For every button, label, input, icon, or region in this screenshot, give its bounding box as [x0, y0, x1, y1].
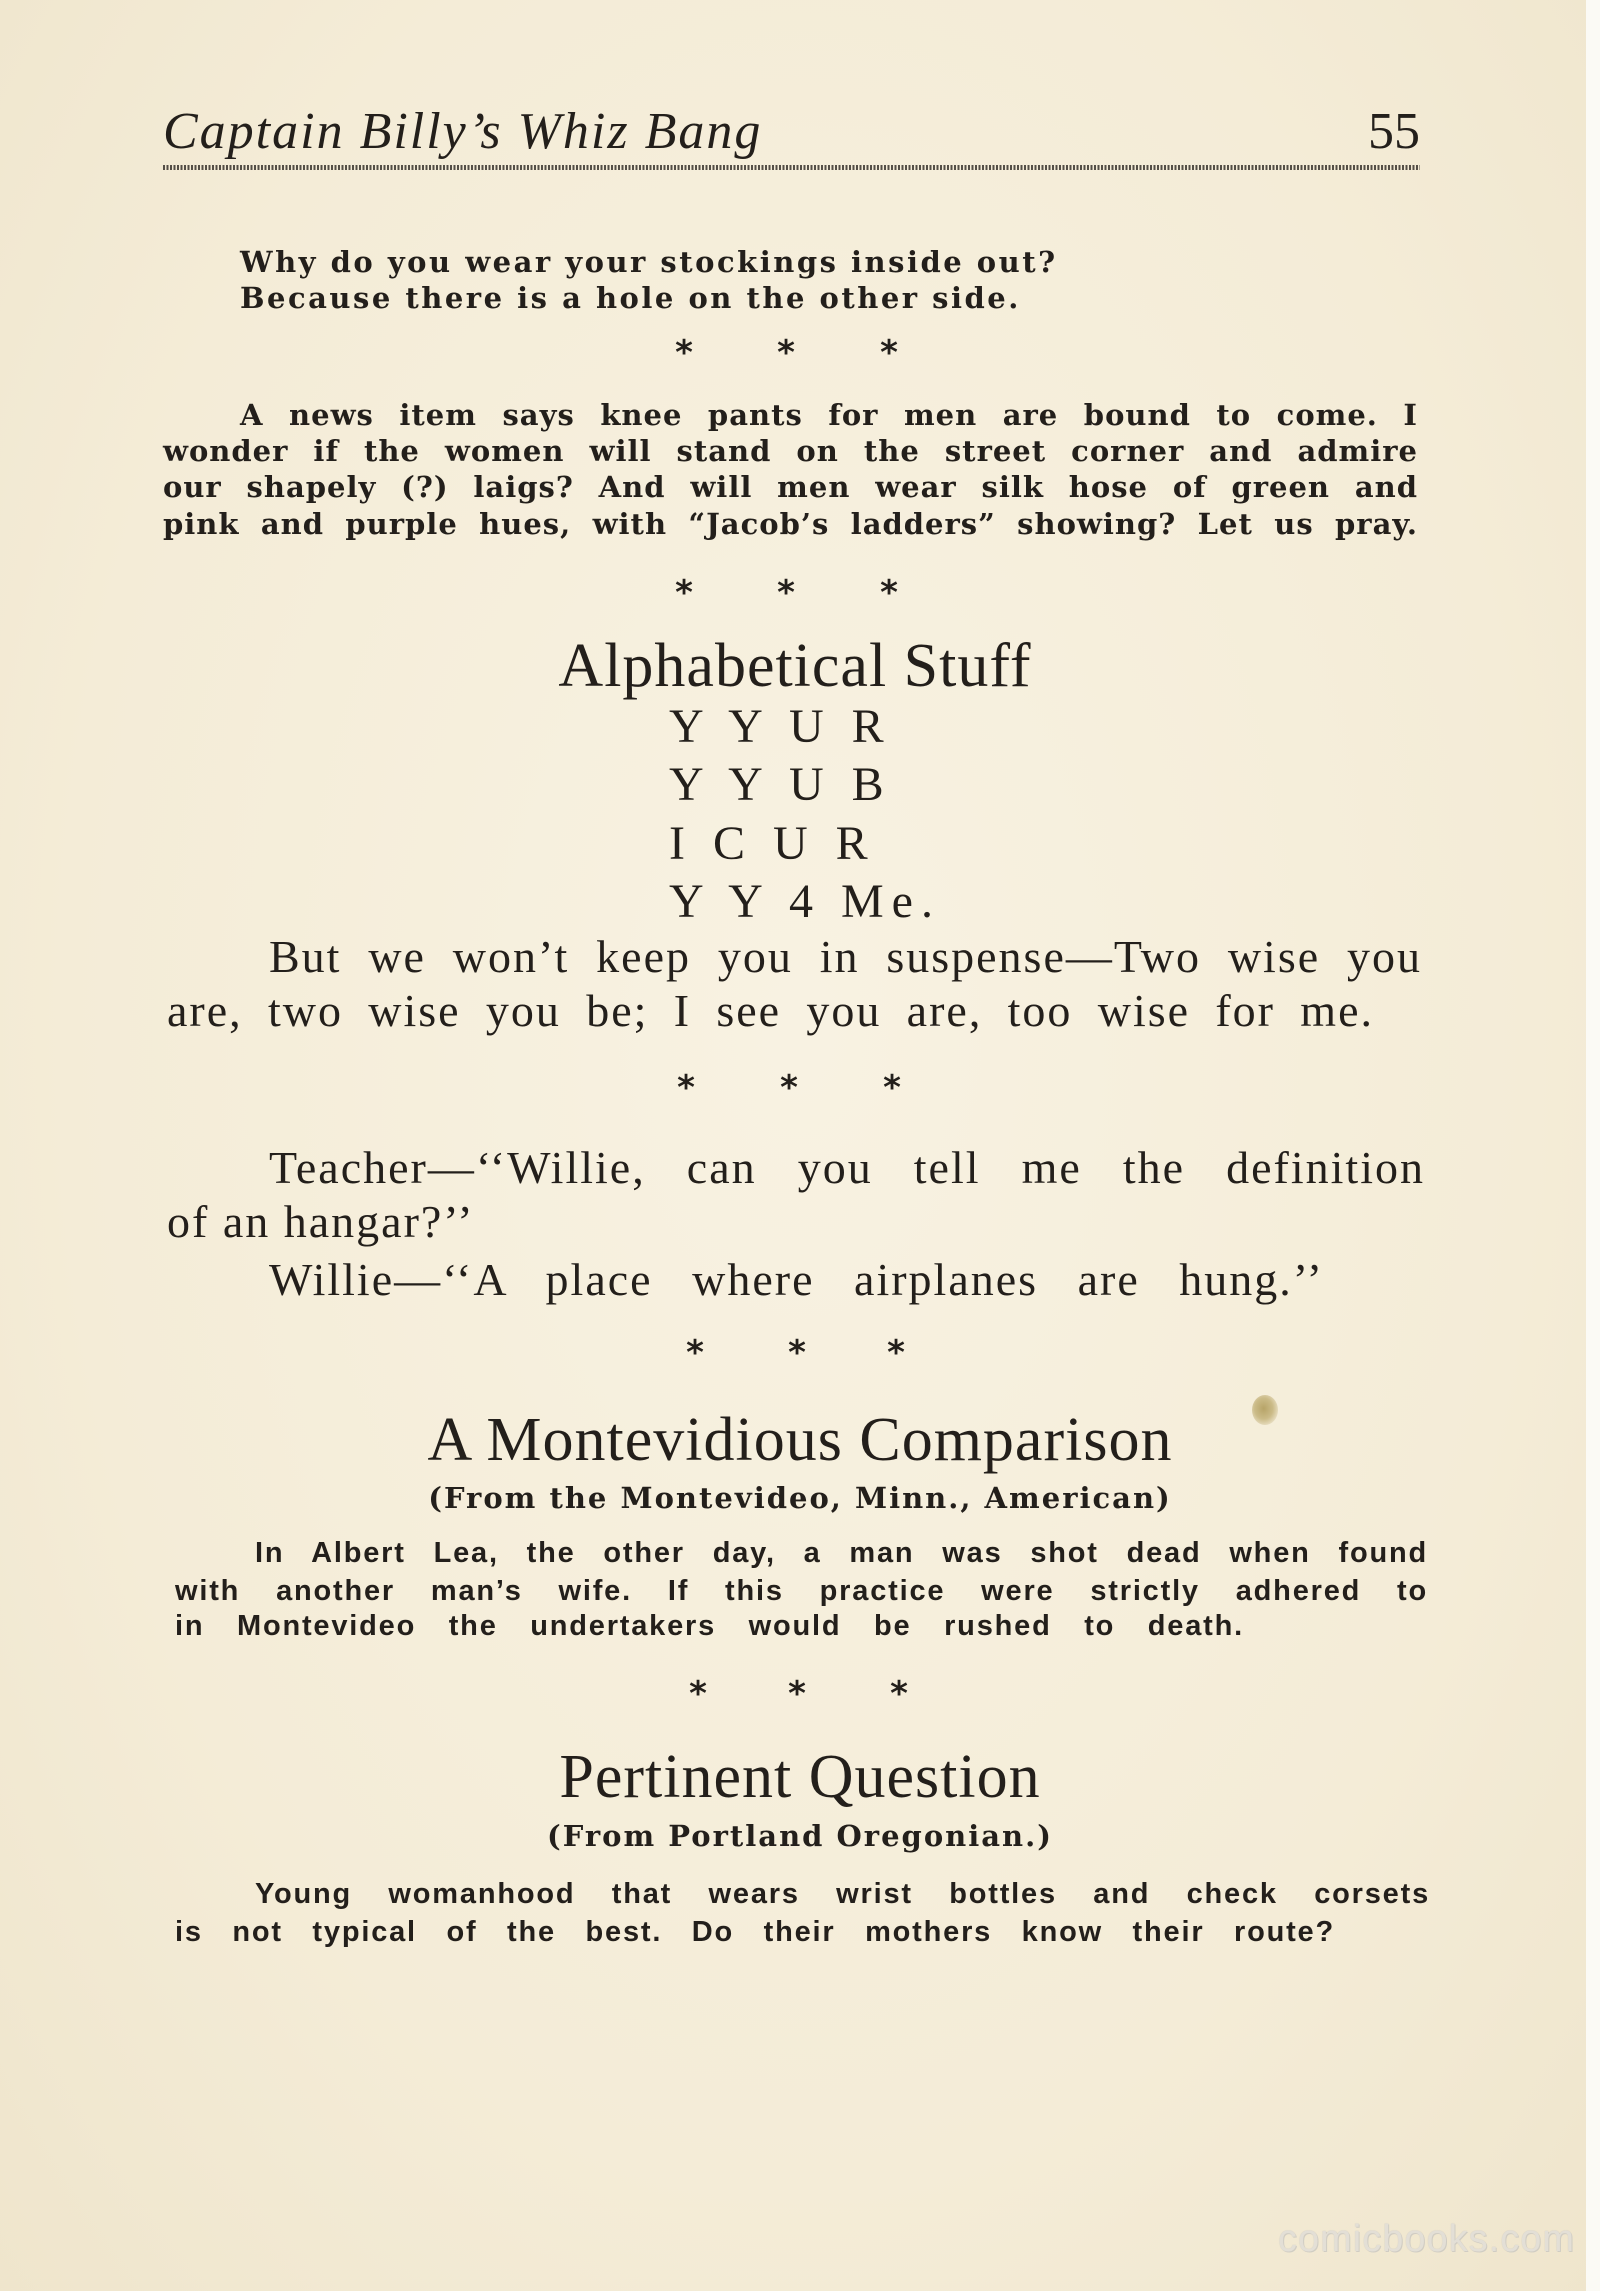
section-heading: Pertinent Question: [559, 1743, 1041, 1811]
paragraph-line: pink and purple hues, with “Jacob’s ladders” showing? Let us pray.: [163, 507, 1418, 541]
page-edge: [1586, 0, 1600, 2291]
separator-star: *: [689, 1674, 707, 1714]
separator-star: *: [777, 333, 795, 373]
dialogue-line: of an hangar?’’: [167, 1196, 475, 1247]
page-number: 55: [1368, 103, 1420, 160]
puzzle-line: Y Y U B: [669, 758, 892, 811]
puzzle-line: Y Y 4 Me.: [669, 875, 941, 928]
paragraph-line: with another man’s wife. If this practice were strictly adhered to: [175, 1575, 1428, 1607]
answer-line: are, two wise you be; I see you are, too wise for me.: [167, 985, 1374, 1036]
puzzle-line: Y Y U R: [669, 700, 892, 753]
separator-star: *: [675, 333, 693, 373]
section-heading: A Montevidious Comparison: [427, 1406, 1173, 1474]
running-title: Captain Billy’s Whiz Bang: [163, 103, 763, 160]
header-rule: [163, 165, 1420, 170]
section-heading: Alphabetical Stuff: [558, 632, 1032, 700]
paragraph-line: wonder if the women will stand on the street corner and admire: [163, 434, 1418, 468]
separator-star: *: [880, 573, 898, 613]
paragraph-line: A news item says knee pants for men are bound to come. I: [240, 398, 1418, 432]
paragraph-line: in Montevideo the undertakers would be rushed to death.: [175, 1610, 1244, 1642]
paragraph-line: is not typical of the best. Do their mothers know their route?: [175, 1916, 1335, 1948]
source-credit: (From Portland Oregonian.): [547, 1819, 1053, 1853]
separator-star: *: [788, 1674, 806, 1714]
joke-line: Because there is a hole on the other side.: [240, 281, 1021, 315]
separator-star: *: [887, 1333, 905, 1373]
separator-star: *: [777, 573, 795, 613]
separator-star: *: [780, 1068, 798, 1108]
joke-line: Why do you wear your stockings inside out?: [240, 245, 1058, 279]
paragraph-line: our shapely (?) laigs? And will men wear silk hose of green and: [163, 470, 1418, 504]
separator-star: *: [677, 1068, 695, 1108]
separator-star: *: [788, 1333, 806, 1373]
watermark: comicbooks.com: [1278, 2218, 1575, 2260]
puzzle-line: I C U R: [669, 817, 876, 870]
separator-star: *: [890, 1674, 908, 1714]
separator-star: *: [880, 333, 898, 373]
paragraph-line: In Albert Lea, the other day, a man was shot dead when found: [255, 1537, 1428, 1569]
separator-star: *: [686, 1333, 704, 1373]
dialogue-line: Teacher—‘‘Willie, can you tell me the definition: [269, 1142, 1425, 1193]
separator-star: *: [883, 1068, 901, 1108]
source-credit: (From the Montevideo, Minn., American): [428, 1481, 1172, 1515]
answer-line: But we won’t keep you in suspense—Two wise you: [269, 931, 1422, 982]
dialogue-line: Willie—‘‘A place where airplanes are hung.’’: [269, 1254, 1324, 1305]
paragraph-line: Young womanhood that wears wrist bottles and check corsets: [255, 1878, 1430, 1910]
separator-star: *: [675, 573, 693, 613]
